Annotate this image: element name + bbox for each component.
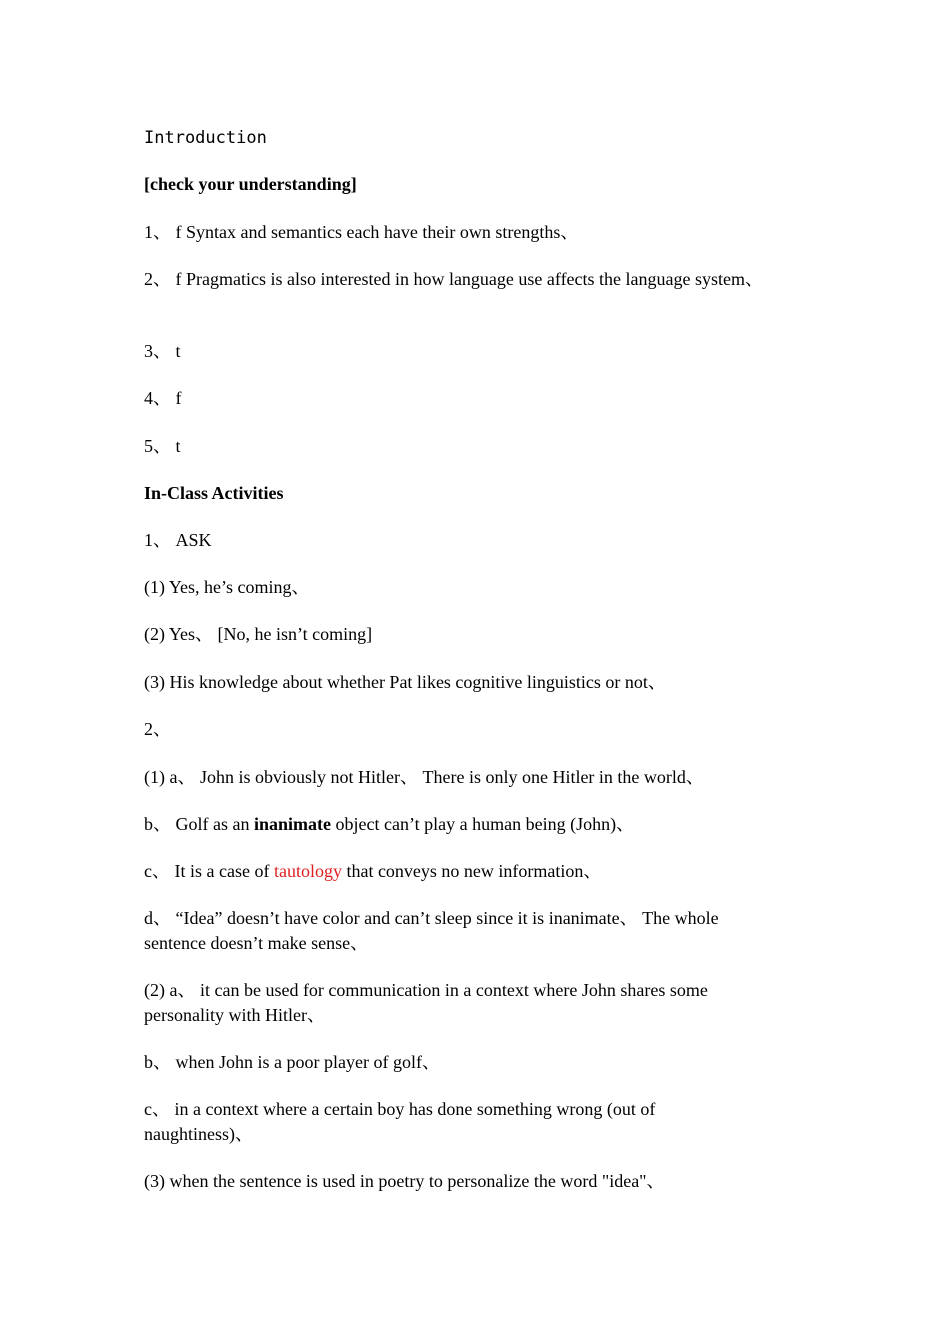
activity-2: 2、 xyxy=(144,719,171,739)
check-item-2: 2、 f Pragmatics is also interested in how language use affects the language system、 xyxy=(144,269,764,289)
activity-1-answer-1: (1) Yes, he’s coming、 xyxy=(144,577,310,597)
activity-2-1a: (1) a、 John is obviously not Hitler、 There is only one Hitler in the world、 xyxy=(144,767,704,787)
activity-1-answer-3: (3) His knowledge about whether Pat likes cognitive linguistics or not、 xyxy=(144,672,666,692)
activity-2-2c: c、 in a context where a certain boy has done something wrong (out of naughtiness)、 xyxy=(144,1099,656,1144)
activity-2-1d: d、 “Idea” doesn’t have color and can’t sleep since it is inanimate、 The whole sentence doesn’t make sense、 xyxy=(144,908,719,953)
activity-1: 1、 ASK xyxy=(144,530,212,550)
activity-2-3: (3) when the sentence is used in poetry to personalize the word "idea"、 xyxy=(144,1171,665,1191)
text: object can’t play a human being (John)、 xyxy=(331,814,635,834)
text: b、 Golf as an xyxy=(144,814,254,834)
bold-term: inanimate xyxy=(253,814,331,834)
activity-2-1c xyxy=(144,859,784,884)
section-heading-check: [check your understanding] xyxy=(144,174,357,194)
activity-1-answer-2: (2) Yes、 [No, he isn’t coming] xyxy=(144,624,373,644)
document-title: Introduction xyxy=(144,128,267,148)
activity-2-2b: b、 when John is a poor player of golf、 xyxy=(144,1052,440,1072)
activity-2-1b xyxy=(144,812,784,837)
check-item-1: 1、 f Syntax and semantics each have their own strengths、 xyxy=(144,222,579,242)
check-item-4: 4、 f xyxy=(144,388,182,408)
text: that conveys no new information、 xyxy=(341,861,602,881)
highlighted-term: tautology xyxy=(273,861,342,881)
section-heading-activities: In-Class Activities xyxy=(144,483,284,503)
check-item-5: 5、 t xyxy=(144,436,181,456)
check-item-3: 3、 t xyxy=(144,341,181,361)
text: c、 It is a case of xyxy=(144,861,274,881)
activity-2-2a: (2) a、 it can be used for communication in a context where John shares some personality with Hitler、 xyxy=(144,980,708,1025)
